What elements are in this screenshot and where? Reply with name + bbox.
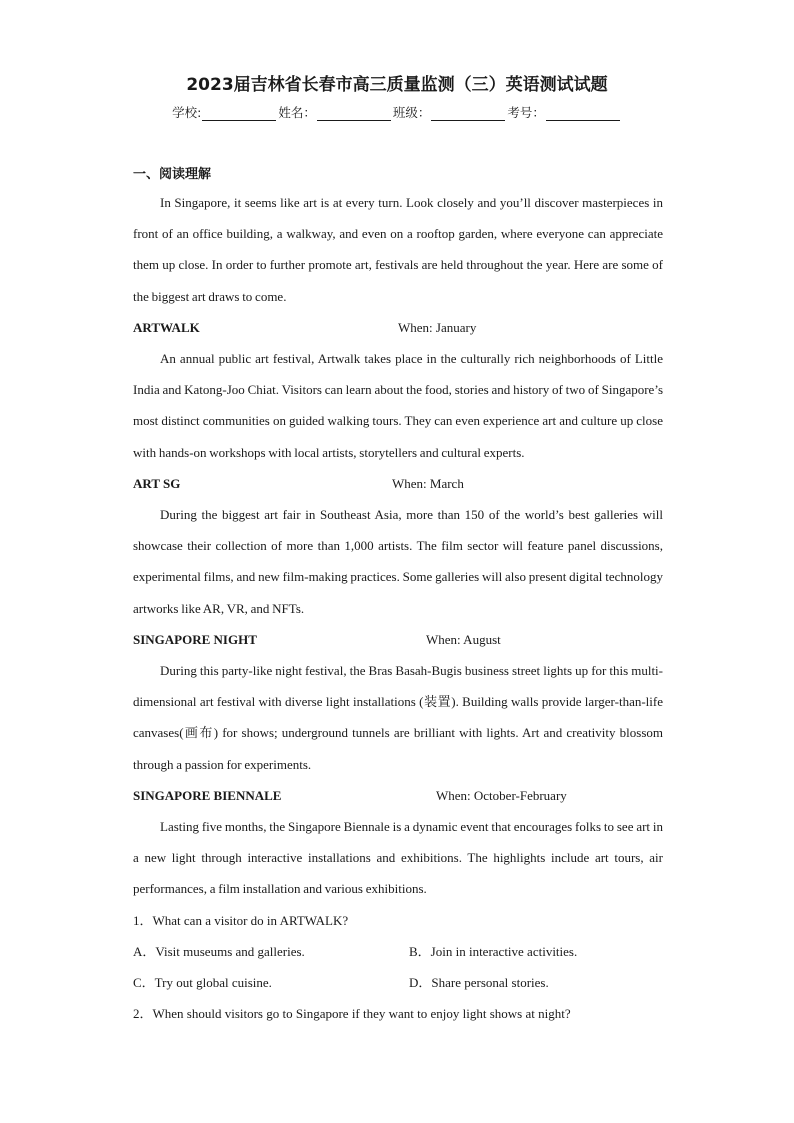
question-1: 1．What can a visitor do in ARTWALK? [133,912,349,928]
event-description: During this party-like night festival, the Bras Basah-Bugis business street lights up for this multi-dimensional art festival with diverse light installations (装置). Building walls provide larger-than-life canvases(画布) for shows; underground tunnels are brilliant with lights. Art and creativity blossom through a passion for experiments. [133,663,663,772]
event-name: SINGAPORE BIENNALE [133,787,282,803]
options-row-ab [133,936,663,967]
event-name: ARTWALK [133,319,200,335]
event-header-singapore-night [133,624,663,655]
school-label: 学校: [172,105,202,120]
question-2: 2．When should visitors go to Singapore if they want to enjoy light shows at night? [133,1006,571,1022]
option-d[interactable]: D．Share personal stories. [409,974,549,990]
event-header-artwalk [133,312,663,343]
option-a[interactable]: A．Visit museums and galleries. [133,943,305,959]
document-title: 2023届吉林省长春市高三质量监测（三）英语测试试题 [186,75,608,95]
event-description: An annual public art festival, Artwalk takes place in the culturally rich neighborhoods of Little India and Katong-Joo Chiat. Visitors can learn about the food, stories and history of two of Singapore’s most distinct communities on guided walking tours. They can even experience art and culture up close with hands-on workshops with local artists, storytellers and cultural experts. [133,351,663,460]
class-label: 班级： [392,105,431,120]
name-blank[interactable] [317,107,391,121]
event-header-singapore-biennale [133,780,663,811]
event-name: SINGAPORE NIGHT [133,631,257,647]
event-when: When: March [392,475,464,491]
name-label: 姓名： [278,105,316,120]
exam-number-blank[interactable] [546,107,620,121]
event-when: When: August [426,631,501,647]
reading-section [133,163,663,1029]
event-name: ART SG [133,475,181,491]
event-when: When: January [398,319,477,335]
event-header-art-sg [133,468,663,499]
school-blank[interactable] [202,107,276,121]
event-when: When: October-February [436,787,567,803]
exam-number-label: 考号： [507,105,545,120]
intro-paragraph: In Singapore, it seems like art is at every turn. Look closely and you’ll discover masterpieces in front of an office building, a walkway, and even on a rooftop garden, where everyone can appreciate them up close. In order to further promote art, festivals are held throughout the year. Here are some of the biggest art draws to come. [133,195,663,304]
student-info-line [0,103,794,121]
section-heading: 一、阅读理解 [133,167,212,182]
event-description: During the biggest art fair in Southeast Asia, more than 150 of the world’s best galleries will showcase their collection of more than 1,000 artists. The film sector will feature panel discussions, experimental films, and new film-making practices. Some galleries will also present digital technology artworks like AR, VR, and NFTs. [133,507,663,616]
event-description: Lasting five months, the Singapore Biennale is a dynamic event that encourages folks to see art in a new light through interactive installations and exhibitions. The highlights include art tours, air performances, a film installation and various exhibitions. [133,819,663,897]
option-b[interactable]: B．Join in interactive activities. [409,943,578,959]
options-row-cd [133,967,663,998]
option-c[interactable]: C．Try out global cuisine. [133,974,272,990]
class-blank[interactable] [431,107,505,121]
